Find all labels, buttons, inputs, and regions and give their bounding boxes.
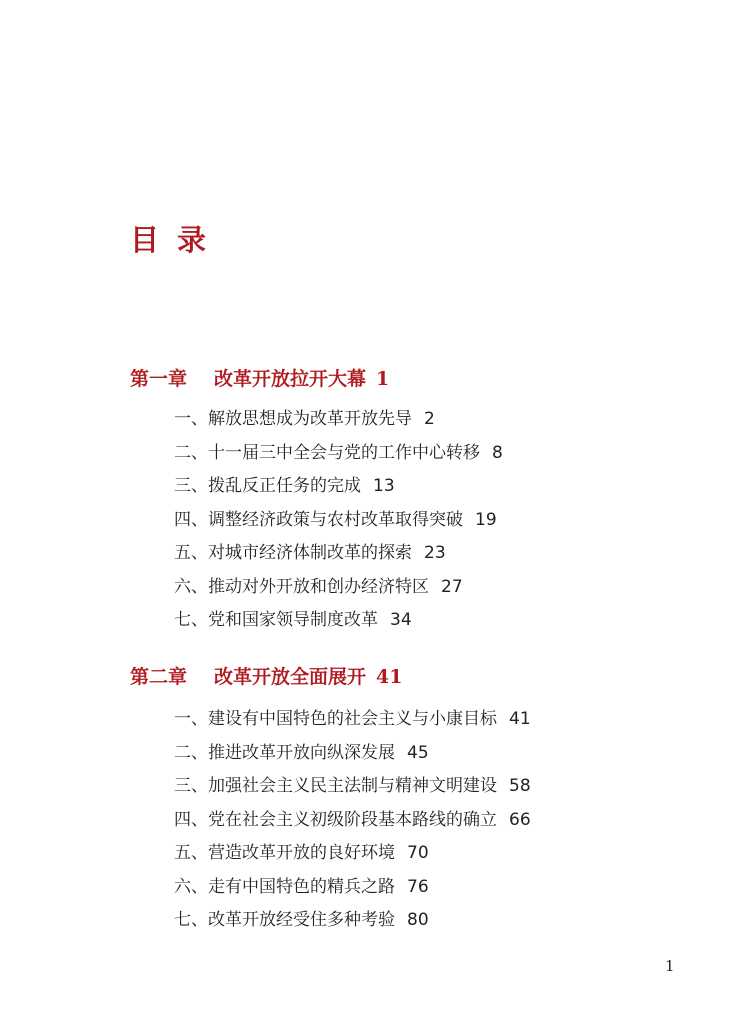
toc-entry-page: 19 [475,509,497,530]
toc-entry[interactable] [174,871,531,905]
toc-entry-page: 58 [509,776,531,796]
chapter-number: 第一章 [130,368,188,390]
toc-entry-page: 34 [390,610,412,630]
chapter-heading[interactable] [130,662,402,689]
toc-entry-page: 13 [373,476,395,496]
toc-entry-title: 三、加强社会主义民主法制与精神文明建设 [174,776,497,796]
toc-entry-page: 41 [509,709,531,729]
toc-entry-title: 二、推进改革开放向纵深发展 [174,742,395,763]
toc-entry-page: 23 [424,543,446,563]
toc-entry[interactable] [174,504,503,538]
toc-entry-title: 六、走有中国特色的精兵之路 [174,876,395,897]
toc-entry[interactable] [174,804,531,838]
toc-entry[interactable] [174,737,531,771]
section-list [174,403,503,638]
section-list [174,703,531,938]
toc-entry[interactable] [174,437,503,471]
toc-entry[interactable] [174,403,503,437]
toc-entry-title: 七、党和国家领导制度改革 [174,610,378,630]
toc-entry[interactable] [174,571,503,605]
toc-entry-title: 三、拨乱反正任务的完成 [174,476,361,496]
toc-entry-page: 76 [407,876,429,897]
toc-entry-title: 六、推动对外开放和创办经济特区 [174,576,429,597]
toc-entry[interactable] [174,703,531,737]
toc-entry-page: 66 [509,809,531,830]
toc-entry[interactable] [174,837,531,871]
chapter-heading[interactable] [130,364,389,391]
toc-entry-title: 一、建设有中国特色的社会主义与小康目标 [174,709,497,729]
chapter-number: 第二章 [130,666,188,688]
toc-entry-title: 四、党在社会主义初级阶段基本路线的确立 [174,809,497,830]
toc-entry-title: 四、调整经济政策与农村改革取得突破 [174,509,463,530]
chapter-page: 1 [376,368,390,390]
toc-entry[interactable] [174,770,531,804]
toc-entry[interactable] [174,604,503,638]
toc-entry-title: 一、解放思想成为改革开放先导 [174,409,412,429]
toc-entry-title: 七、改革开放经受住多种考验 [174,910,395,930]
toc-entry-page: 27 [441,576,463,597]
toc-entry[interactable] [174,537,503,571]
toc-entry[interactable] [174,904,531,938]
toc-entry-page: 2 [424,409,435,429]
page-title: 目录 [130,223,225,257]
chapter-title: 改革开放拉开大幕 [214,368,367,390]
toc-entry-title: 二、十一届三中全会与党的工作中心转移 [174,442,480,463]
toc-entry-title: 五、对城市经济体制改革的探索 [174,543,412,563]
toc-entry-page: 8 [492,442,503,463]
chapter-page: 41 [376,666,403,688]
chapter-title: 改革开放全面展开 [214,666,367,688]
toc-entry-page: 45 [407,742,429,763]
toc-entry[interactable] [174,470,503,504]
toc-entry-title: 五、营造改革开放的良好环境 [174,843,395,863]
toc-entry-page: 80 [407,910,429,930]
toc-entry-page: 70 [407,843,429,863]
page-number: 1 [665,957,675,975]
